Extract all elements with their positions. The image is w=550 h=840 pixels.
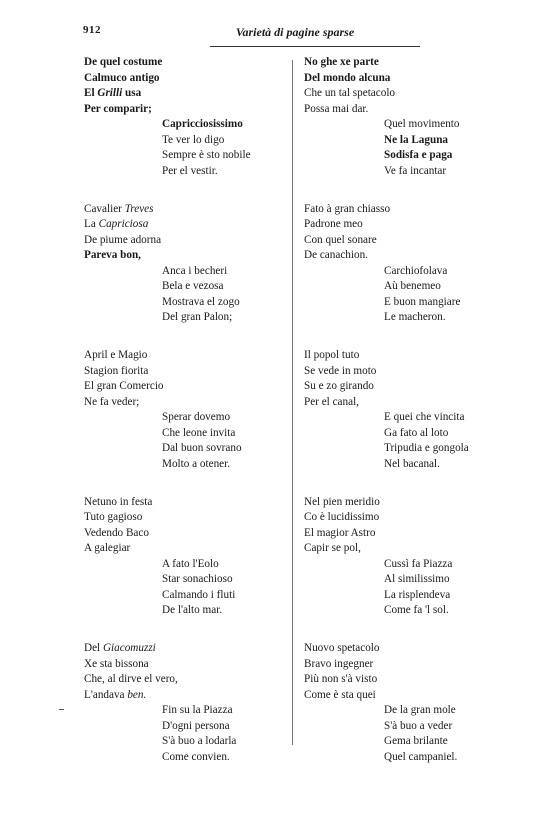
verse-text: Del	[84, 642, 103, 654]
verse-line: De la gran mole	[384, 704, 456, 716]
verse-line: Calmando i fluti	[162, 588, 236, 601]
verse-line: Ve fa incantar	[384, 164, 447, 177]
verse-line: Te ver lo digo	[162, 133, 225, 146]
verse-text: usa	[122, 87, 142, 99]
verse-line: Bela e vezosa	[162, 280, 224, 292]
verse-line: Tuto gagioso	[84, 511, 143, 523]
verse-line: Possa mai dar.	[304, 102, 369, 115]
verse-line: Ne fa veder;	[84, 395, 140, 408]
verse-line: Del gran Palon;	[162, 311, 233, 323]
verse-line: Netuno in festa	[84, 495, 153, 508]
left-column	[84, 55, 304, 765]
italic-name: Capriciosa	[98, 218, 149, 230]
verse-line	[84, 217, 304, 233]
verse-line: Dal buon sovrano	[162, 442, 242, 454]
stanza	[84, 348, 304, 472]
verse-line: Sperar dovemo	[162, 411, 231, 423]
verse-line: Il popol tuto	[304, 349, 360, 361]
verse-line: De l'alto mar.	[162, 604, 223, 616]
verse-line: Co è lucidissimo	[304, 511, 380, 523]
verse-line: Per comparir;	[84, 102, 152, 115]
right-column	[304, 55, 524, 765]
verse-line: Nel pien meridio	[304, 495, 380, 508]
verse-line: Se vede in moto	[304, 364, 377, 377]
verse-line: Calmuco antigo	[84, 71, 160, 84]
verse-text: El	[84, 87, 98, 99]
verse-line	[84, 202, 304, 218]
verse-line: La risplendeva	[384, 588, 451, 601]
stanza	[304, 55, 524, 179]
verse-line: Gema brilante	[384, 735, 448, 747]
verse-line: Cussì fa Piazza	[384, 557, 453, 570]
stanza	[304, 495, 524, 619]
verse-line: E buon mangiare	[384, 295, 461, 308]
verse-line: S'à buo a lodarla	[162, 735, 237, 747]
verse-line: Nel bacanal.	[384, 457, 440, 470]
verse-line: Più non s'à visto	[304, 673, 378, 685]
verse-line: De piume adorna	[84, 233, 162, 246]
verse-line: Padrone meo	[304, 218, 363, 230]
verse-line	[84, 641, 304, 657]
verse-line: A galegiar	[84, 542, 131, 554]
verse-line: Molto a otener.	[162, 457, 231, 470]
italic-name: Treves	[124, 202, 154, 215]
verse-line: Per el canal,	[304, 395, 359, 408]
page-number: 912	[83, 24, 101, 36]
verse-line: S'à buo a veder	[384, 719, 453, 732]
verse-line: El gran Comercio	[84, 380, 164, 392]
verse-line: Aù benemeo	[384, 280, 441, 292]
verse-line: Su e zo girando	[304, 380, 374, 392]
verse-line: Al similissimo	[384, 573, 450, 585]
verse-line: No ghe xe parte	[304, 56, 379, 68]
verse-line: Ne la Laguna	[384, 133, 449, 146]
verse-line: April e Magio	[84, 349, 148, 361]
verse-line: Carchiofolava	[384, 264, 448, 277]
margin-mark	[59, 709, 64, 710]
italic-name: Grilli	[97, 87, 123, 99]
stanza	[84, 641, 304, 765]
stanza	[84, 202, 304, 326]
verse-line: Stagion fiorita	[84, 364, 149, 377]
verse-line: Quel campaniel.	[384, 750, 458, 763]
verse-line: A fato l'Eolo	[162, 557, 219, 570]
verse-line: Nuovo spetacolo	[304, 642, 380, 654]
verse-line: Con quel sonare	[304, 233, 377, 246]
verse-line: Tripudia e gongola	[384, 442, 469, 454]
verse-line: Xe sta bissona	[84, 657, 149, 670]
verse-line: Che un tal spetacolo	[304, 87, 396, 99]
verse-line: Vedendo Baco	[84, 526, 149, 539]
header-rule	[210, 46, 420, 47]
verse-text: L'andava	[84, 688, 128, 701]
stanza	[304, 641, 524, 765]
verse-line: De canachion.	[304, 249, 368, 261]
verse-line: D'ogni persona	[162, 719, 230, 732]
verse-line: Che leone invita	[162, 426, 236, 439]
verse-line: E quei che vincita	[384, 411, 465, 423]
verse-line: Capricciosissimo	[162, 118, 243, 130]
verse-text: Cavalier	[84, 202, 125, 215]
verse-line: El magior Astro	[304, 526, 376, 539]
verse-line: Star sonachioso	[162, 573, 233, 585]
verse-line: Sodisfa e paga	[384, 149, 453, 161]
verse-line: Fato à gran chiasso	[304, 202, 391, 215]
verse-line: Come convien.	[162, 750, 230, 763]
italic-name: Giacomuzzi	[102, 642, 156, 654]
verse-line: Anca i becheri	[162, 264, 228, 277]
verse-line: Le macheron.	[384, 311, 446, 323]
verse-line: Bravo ingegner	[304, 657, 374, 670]
stanza	[304, 348, 524, 472]
verse-line	[84, 688, 304, 704]
stanza	[84, 55, 304, 179]
verse-line: Ga fato al loto	[384, 426, 449, 439]
verse-text: La	[84, 218, 99, 230]
italic-name: ben.	[127, 688, 147, 701]
stanza	[84, 495, 304, 619]
verse-line: Del mondo alcuna	[304, 71, 391, 84]
verse-line	[84, 86, 304, 102]
verse-line: De quel costume	[84, 56, 163, 68]
verse-line: Capir se pol,	[304, 542, 361, 554]
verse-line: Per el vestir.	[162, 164, 218, 177]
verse-line: Come è sta quei	[304, 688, 376, 701]
verse-line: Come fa 'l sol.	[384, 604, 449, 616]
verse-line: Mostrava el zogo	[162, 295, 240, 308]
running-head: Varietà di pagine sparse	[235, 25, 355, 39]
verse-line: Quel movimento	[384, 118, 460, 130]
verse-line: Fin su la Piazza	[162, 704, 233, 716]
verse-line: Pareva bon,	[84, 249, 141, 261]
stanza	[304, 202, 524, 326]
verse-line: Che, al dirve el vero,	[84, 673, 178, 685]
verse-line: Sempre è sto nobile	[162, 149, 251, 161]
